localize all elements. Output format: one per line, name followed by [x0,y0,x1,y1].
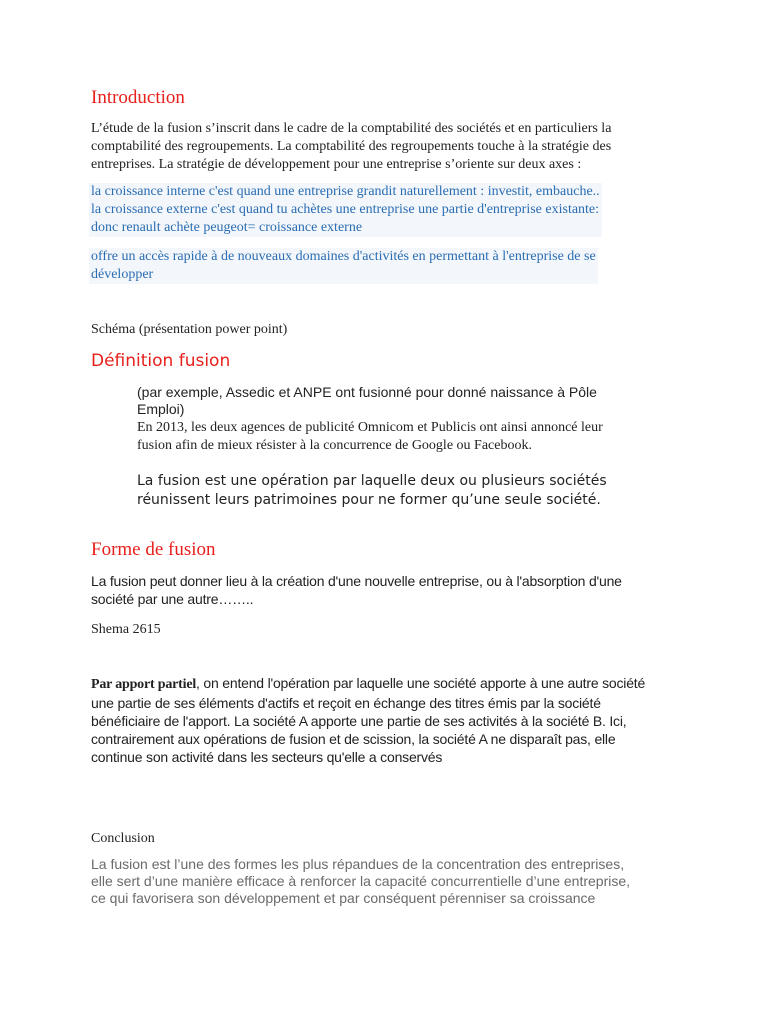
intro-line: L’étude de la fusion s’inscrit dans le cadre de la comptabilité des sociétés et en particuliers la [91,121,612,136]
growth-line: la croissance externe c'est quand tu achètes une entreprise une partie d'entreprise existante: [91,202,600,217]
definition-line: réunissent leurs patrimoines pour ne former qu’une seule société. [137,492,601,508]
access-paragraph [89,248,598,284]
intro-heading: Introduction [91,87,185,108]
apport-line: une partie de ses éléments d'actifs et reçoit en échange des titres émis par la société [91,695,601,711]
agency-line: En 2013, les deux agences de publicité Omnicom et Publicis ont ainsi annoncé leur [137,420,603,435]
apport-first-line-rest: , on entend l'opération par laquelle une société apporte à une autre société [196,675,646,691]
intro-line: comptabilité des regroupements. La comptabilité des regroupements touche à la stratégie des [91,139,612,154]
definition-text [137,472,607,510]
growth-line: donc renault achète peugeot= croissance externe [91,220,363,235]
definition-heading: Définition fusion [91,351,231,371]
conclusion-line: elle sert d’une manière efficace à renforcer la capacité concurrentielle d’une entreprise, [91,873,631,889]
forme-heading: Forme de fusion [91,539,216,560]
intro-paragraph [91,120,611,174]
access-line: développer [91,267,154,282]
conclusion-line: La fusion est l’une des formes les plus répandues de la concentration des entreprises, [91,856,625,872]
growth-paragraph [89,183,602,237]
conclusion-heading: Conclusion [91,831,155,846]
example-line: Emploi) [137,401,185,417]
forme-line: La fusion peut donner lieu à la création d'une nouvelle entreprise, ou à l'absorption d'une [91,573,622,589]
definition-example [137,384,597,418]
agency-line: fusion afin de mieux résister à la concurrence de Google ou Facebook. [137,438,532,453]
forme-line: société par une autre…….. [91,591,254,607]
shema-note: Shema 2615 [91,622,161,637]
conclusion-line: ce qui favorisera son développement et par conséquent pérenniser sa croissance [91,890,596,906]
access-line: offre un accès rapide à de nouveaux domaines d'activités en permettant à l'entreprise de se [91,249,596,264]
conclusion-paragraph [91,856,630,907]
example-line: (par exemple, Assedic et ANPE ont fusionné pour donné naissance à Pôle [137,384,597,400]
apport-line: continue son activité dans les secteurs qu'elle a conservés [91,749,443,765]
apport-line: contrairement aux opérations de fusion et de scission, la société A ne disparaît pas, elle [91,731,616,747]
apport-line: bénéficiaire de l'apport. La société A apporte une partie de ses activités à la société B. Ici, [91,713,627,729]
forme-paragraph [91,572,622,608]
apport-paragraph [91,674,645,766]
schema-note: Schéma (présentation power point) [91,322,288,337]
apport-bold-term: Par apport partiel [91,677,197,692]
definition-agencies [137,419,603,455]
intro-line: entreprises. La stratégie de développement pour une entreprise s’oriente sur deux axes : [91,157,582,172]
growth-line: la croissance interne c'est quand une entreprise grandit naturellement : investit, embauche.. [91,184,600,199]
apport-first-line [91,674,645,694]
definition-line: La fusion est une opération par laquelle deux ou plusieurs sociétés [137,473,607,489]
